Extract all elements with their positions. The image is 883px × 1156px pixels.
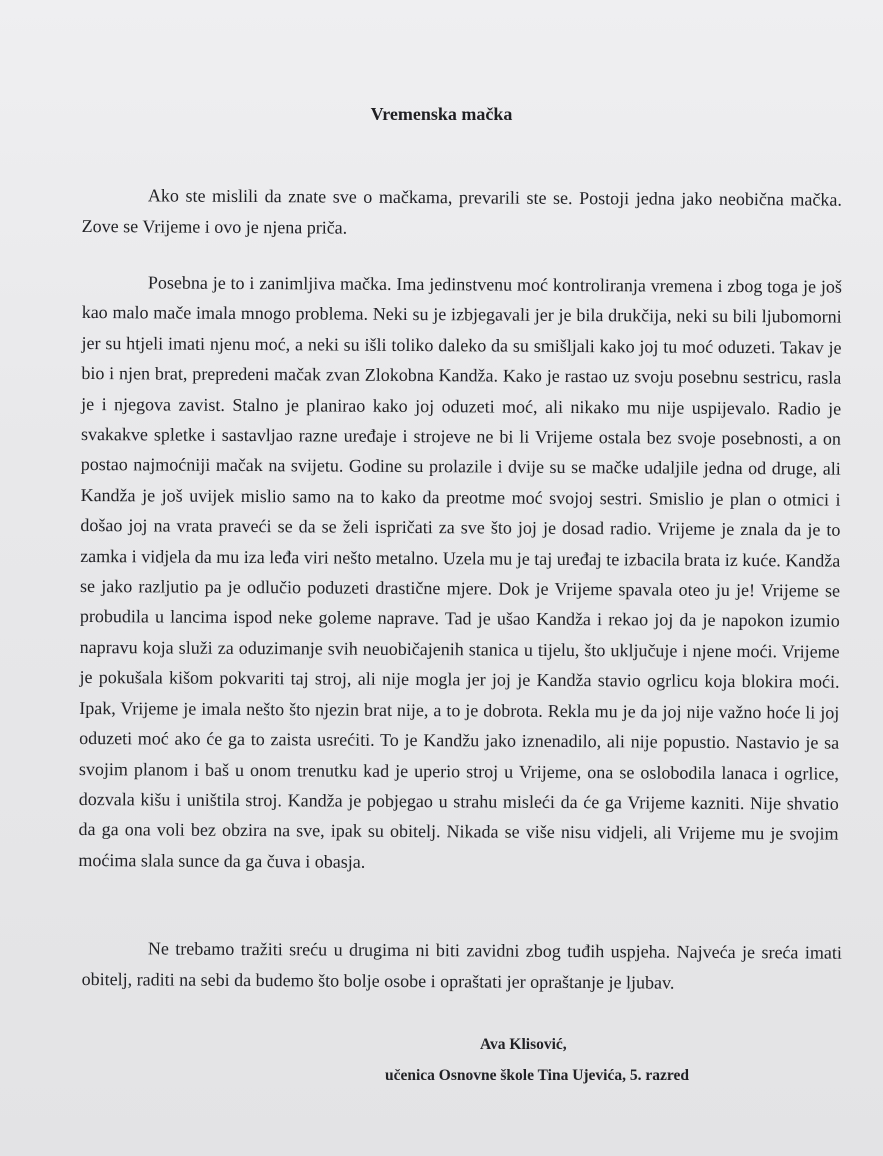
author-affiliation: učenica Osnovne škole Tina Ujevića, 5. razred	[385, 1067, 689, 1084]
paragraph-moral	[82, 933, 842, 1000]
author-name: Ava Klisović,	[480, 1036, 567, 1053]
paragraph-text: Ne trebamo tražiti sreću u drugima ni biti zavidni zbog tuđih uspjeha. Najveća je sreća imati obitelj, raditi na sebi da budemo što bolje osobe i opraštati jer opraštanje je ljubav.	[81, 938, 842, 993]
paragraph-text: Posebna je to i zanimljiva mačka. Ima jedinstvenu moć kontroliranja vremena i zbog toga je još kao malo mače imala mnogo problema. Neki su je izbjegavali jer je bila drukčija, neki su bili ljubomorni jer su htjeli imati njenu moć, a neki su išli toliko daleko da su smišljali kako joj tu moć oduzeti. Takav je bio i njen brat, prepredeni mačak zvan Zlokobna Kandža. Kako je rastao uz svoju posebnu sestricu, rasla je i njegova zavist. Stalno je planirao kako joj oduzeti moć, ali nikako mu nije uspijevalo. Radio je svakakve spletke i sastavljao razne uređaje i strojeve ne bi li Vrijeme ostala bez svoje posebnosti, a on postao najmoćniji mačak na svijetu. Godine su prolazile i dvije su se mačke udaljile jedna od druge, ali Kandža je još uvijek mislio samo na to kako da preotme moć svojoj sestri. Smislio je plan o otmici i došao joj na vrata praveći se da se želi ispričati za sve što joj je dosad radio. Vrijeme je znala da je to zamka i vidjela da mu iza leđa viri nešto metalno. Uzela mu je taj uređaj te izbacila brata iz kuće. Kandža se jako razljutio pa je odlučio poduzeti drastične mjere. Dok je Vrijeme spavala oteo ju je! Vrijeme se probudila u lancima ispod neke goleme naprave. Tad je ušao Kandža i rekao joj da je napokon izumio napravu koja služi za oduzimanje svih neuobičajenih stanica u tijelu, što uključuje i njene moći. Vrijeme je pokušala kišom pokvariti taj stroj, ali nije mogla jer joj je Kandža stavio ogrlicu koja blokira moći. Ipak, Vrijeme je imala nešto što njezin brat nije, a to je dobrota. Rekla mu je da joj nije važno hoće li joj oduzeti moć ako će ga to zaista usrećiti. To je Kandžu jako iznenadilo, ali nije popustio. Nastavio je sa svojim planom i baš u onom trenutku kad je uperio stroj u Vrijeme, ona se oslobodila lanaca i ogrlice, dozvala kišu i uništila stroj. Kandža je pobjegao u strahu misleći da će ga Vrijeme kazniti. Nije shvatio da ga ona voli bez obzira na sve, ipak su obitelj. Nikada se više nisu vidjeli, ali Vrijeme mu je svojim moćima slala sunce da ga čuva i obasja.	[78, 272, 842, 872]
paragraph-text: Ako ste mislili da znate sve o mačkama, prevarili ste se. Postoji jedna jako neobična mačka. Zove se Vrijeme i ovo je njena priča.	[81, 185, 842, 238]
paragraph-story	[78, 267, 842, 880]
paragraph-intro	[82, 180, 842, 247]
document-title: Vremenska mačka	[370, 104, 513, 124]
